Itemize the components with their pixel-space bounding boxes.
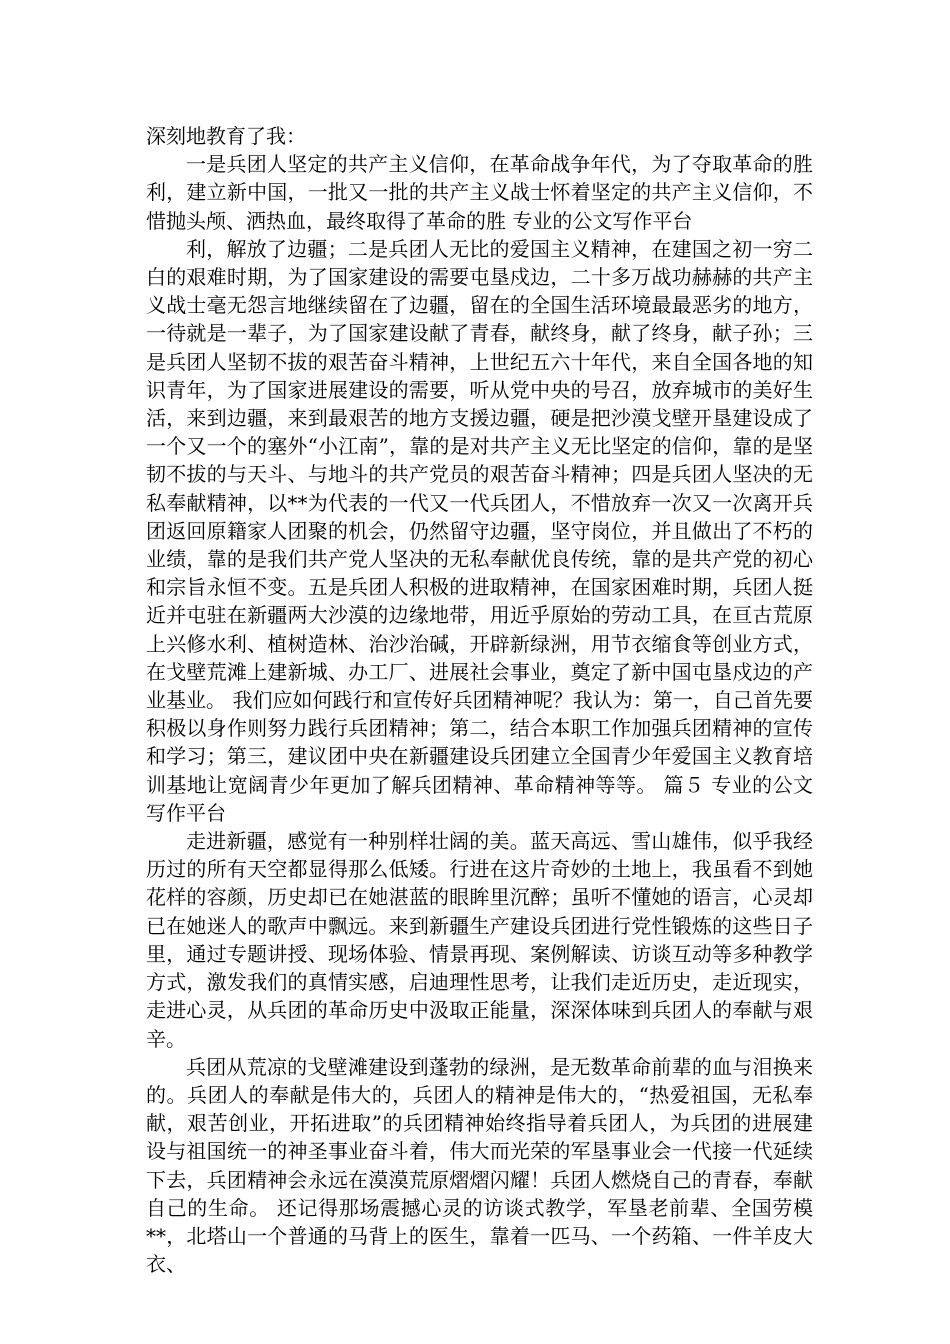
paragraph-2: 一是兵团人坚定的共产主义信仰，在革命战争年代，为了夺取革命的胜利，建立新中国，一批又一批的共产主义战士怀着坚定的共产主义信仰，不惜抛头颅、洒热血，最终取得了革命的胜 专业的公文写作平台 bbox=[146, 152, 813, 233]
paragraph-3: 利，解放了边疆；二是兵团人无比的爱国主义精神，在建国之初一穷二白的艰难时期，为了国家建设的需要屯垦戍边，二十多万战功赫赫的共产主义战士毫无怨言地继续留在了边疆，留在的全国生活环境最最恶劣的地方，一待就是一辈子，为了国家建设献了青春，献终身，献了终身，献子孙；三是兵团人坚韧不拔的艰苦奋斗精神，上世纪五六十年代，来自全国各地的知识青年，为了国家进展建设的需要，听从党中央的号召，放弃城市的美好生活，来到边疆，来到最艰苦的地方支援边疆，硬是把沙漠戈壁开垦建设成了一个又一个的塞外“小江南”，靠的是对共产主义无比坚定的信仰，靠的是坚韧不拔的与天斗、与地斗的共产党员的艰苦奋斗精神；四是兵团人坚决的无私奉献精神，以**为代表的一代又一代兵团人，不惜放弃一次又一次离开兵团返回原籍家人团聚的机会，仍然留守边疆，坚守岗位，并且做出了不朽的业绩，靠的是我们共产党人坚决的无私奉献优良传统，靠的是共产党的初心和宗旨永恒不变。五是兵团人积极的进取精神，在国家困难时期，兵团人挺近并屯驻在新疆两大沙漠的边缘地带，用近乎原始的劳动工具，在亘古荒原上兴修水利、植树造林、治沙治碱，开辟新绿洲，用节衣缩食等创业方式，在戈壁荒滩上建新城、办工厂、进展社会事业，奠定了新中国屯垦戍边的产业基业。 我们应如何践行和宣传好兵团精神呢？我认为：第一，自己首先要积极以身作则努力践行兵团精神；第二，结合本职工作加强兵团精神的宣传和学习；第三，建议团中央在新疆建设兵团建立全国青少年爱国主义教育培训基地让宽阔青少年更加了解兵团精神、革命精神等等。 篇５ 专业的公文写作平台 bbox=[146, 236, 813, 825]
document-body bbox=[146, 122, 813, 1278]
paragraph-1: 深刻地教育了我： bbox=[146, 124, 306, 148]
paragraph-4: 走进新疆，感觉有一种别样壮阔的美。蓝天高远、雪山雄伟，似乎我经历过的所有天空都显得那么低矮。行进在这片奇妙的土地上，我虽看不到她花样的容颜，历史却已在她湛蓝的眼眸里沉醉；虽听不懂她的语言，心灵却已在她迷人的歌声中飘远。来到新疆生产建设兵团进行党性锻炼的这些日子里，通过专题讲授、现场体验、情景再现、案例解读、访谈互动等多种教学方式，激发我们的真情实感，启迪理性思考，让我们走近历史，走近现实，走进心灵，从兵团的革命历史中汲取正能量，深深体味到兵团人的奉献与艰辛。 bbox=[146, 829, 813, 1051]
paragraph-5: 兵团从荒凉的戈壁滩建设到蓬勃的绿洲，是无数革命前辈的血与泪换来的。兵团人的奉献是伟大的，兵团人的精神是伟大的，“热爱祖国，无私奉献，艰苦创业，开拓进取”的兵团精神始终指导着兵团人，为兵团的进展建设与祖国统一的神圣事业奋斗着，伟大而光荣的军垦事业会一代接一代延续下去，兵团精神会永远在漠漠荒原熠熠闪耀！兵团人燃烧自己的青春，奉献自己的生命。 还记得那场震撼心灵的访谈式教学，军垦老前辈、全国劳模**，北塔山一个普通的马背上的医生，靠着一匹马、一个药箱、一件羊皮大衣、 bbox=[146, 1054, 813, 1277]
